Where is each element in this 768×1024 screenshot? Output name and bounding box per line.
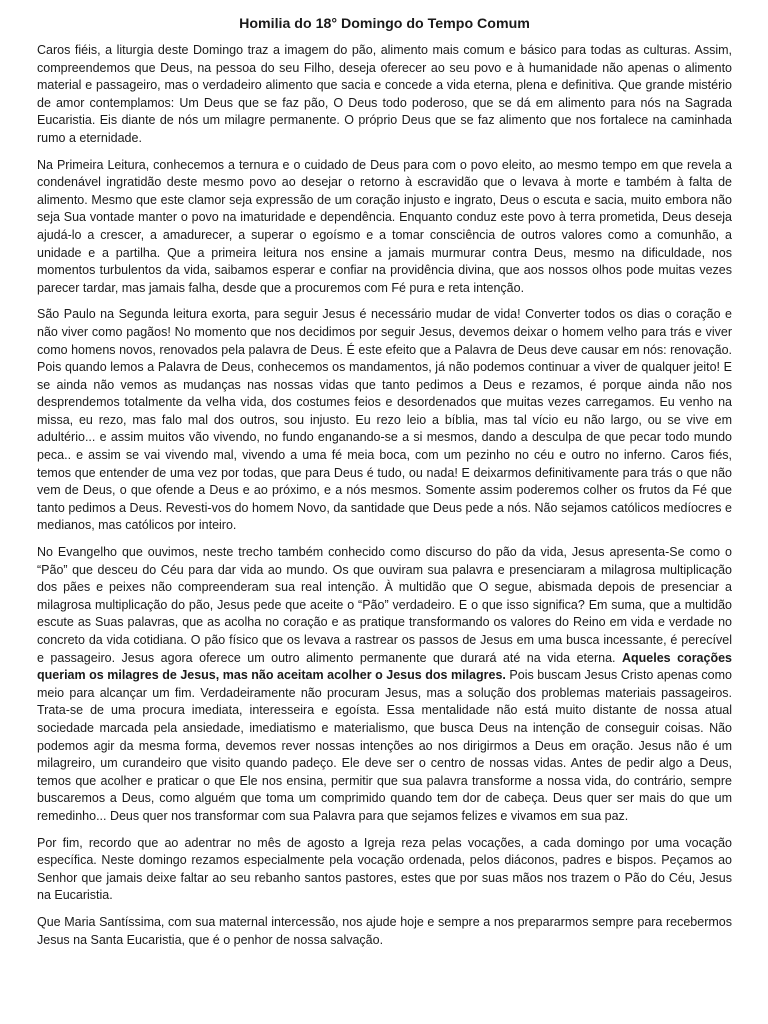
paragraph-intro: Caros fiéis, a liturgia deste Domingo traz a imagem do pão, alimento mais comum e básico para todas as culturas. Assim, compreendemos que Deus, na pessoa do seu Filho, deseja oferecer ao seu povo e à humanidade não apenas o alimento material e passageiro, mas o verdadeiro alimento que sacia e concede a vida eterna, plena e definitiva. Que grande mistério de amor contemplamos: Um Deus que se faz pão, O Deus todo poderoso, que se dá em alimento para nós na Sagrada Eucaristia. Eis diante de nós um milagre permanente. O próprio Deus que se faz alimento que nos fortalece na caminhada rumo a eternidade. bbox=[37, 43, 732, 145]
paragraph-closing-prayer: Que Maria Santíssima, com sua maternal intercessão, nos ajude hoje e sempre a nos prepararmos sempre para recebermos Jesus na Santa Eucaristia, que é o penhor de nossa salvação. bbox=[37, 914, 732, 947]
gospel-text-end: Pois buscam Jesus Cristo apenas como meio para alcançar um fim. Verdadeiramente não procuram Jesus, mas a solução dos problemas materiais passageiros. Trata-se de uma procura imediata, interesseira e egoísta. Essa mentalidade não está muito distante de nossa atual sociedade marcada pela ansiedade, imediatismo e materialismo, que busca Deus na intenção de conseguir coisas. Não podemos agir da mesma forma, devemos rever nossas intenções ao nos dirigirmos a Deus em oração. Jesus não é um milagreiro, um curandeiro que visito quando padeço. Ele deve ser o centro de nossas vidas. Antes de pedir algo a Deus, temos que acolher e praticar o que Ele nos ensina, permitir que sua palavra transforme a nossa vida, do contrário, sempre buscaremos a Deus, como alguém que toma um comprimido quando tem dor de cabeça. Deus quer ser mais do que um remedinho... Deus quer nos transformar com sua Palavra para que sejamos felizes e vivamos em sua paz. bbox=[37, 668, 732, 823]
document-title: Homilia do 18° Domingo do Tempo Comum bbox=[239, 16, 530, 32]
paragraph-first-reading: Na Primeira Leitura, conhecemos a ternura e o cuidado de Deus para com o povo eleito, ao mesmo tempo em que revela a condenável ingratidão deste mesmo povo ao desejar o retorno à escravidão que o levava à morte e também à falta de alimento. Mesmo que este clamor seja expressão de um coração injusto e ingrato, Deus o escuta e sacia, muito embora não seja Sua vontade manter o povo na imaturidade e dependência. Enquanto conduz este povo à terra prometida, Deus deseja ajudá-lo a crescer, a amadurecer, a superar o egoísmo e a tomar consciência de outros valores como a comunhão, a unidade e a partilha. Que a primeira leitura nos ensine a jamais murmurar contra Deus, mesmo na dificuldade, nos momentos turbulentos da vida, saibamos esperar e confiar na providência divina, que aos nossos olhos pode muitas vezes parecer tardar, mas jamais falha, desde que a procuremos com Fé pura e reta intenção. bbox=[37, 157, 732, 295]
paragraph-second-reading: São Paulo na Segunda leitura exorta, para seguir Jesus é necessário mudar de vida! Converter todos os dias o coração e não viver como pagãos! No momento que nos decidimos por seguir Jesus, devemos deixar o homem velho para trás e viver como homens novos, renovados pela palavra de Deus. É este efeito que a Palavra de Deus deve causar em nós: renovação. Pois quando lemos a Palavra de Deus, conhecemos os mandamentos, já não podemos continuar a viver de qualquer jeito! E se ainda não vemos as mudanças nas nossas vidas que tanto pedimos a Deus e rezamos, é porque ainda não nos desprendemos totalmente da velha vida, dos costumes feios e desordenados que muitas vezes carregamos. Eu venho na missa, eu rezo, mas falo mal dos outros, sou injusto. Eu rezo leio a bíblia, mas tal vício eu não largo, ou se vive em adultério... e assim muitos vão vivendo, no fundo enganando-se a si mesmos, dando a desculpa de que pecar todo mundo peca.. e assim se vai vivendo mal, vivendo a uma fé meia boca, com um pezinho no céu e outro no inferno. Caros fiés, temos que entender de uma vez por todas, que para Deus é tudo, ou nada! E deixarmos definitivamente para trás o que não vem de Deus, o que ofende a Deus e ao próximo, e a nós mesmos. Somente assim poderemos colher os frutos da Fé que tanto pedimos a Deus. Revesti-vos do homem Novo, da santidade que Deus pede a nós. Não sejamos católicos medíocres e medianos, mas católicos por inteiro. bbox=[37, 307, 732, 533]
paragraph-vocations: Por fim, recordo que ao adentrar no mês de agosto a Igreja reza pelas vocações, a cada domingo por uma vocação específica. Neste domingo rezamos especialmente pela vocação ordenada, pelos diáconos, padres e bispos. Peçamos ao Senhor que jamais deixe faltar ao seu rebanho santos pastores, estes que por suas mãos nos trazem o Pão do Céu, Jesus na Eucaristia. bbox=[37, 835, 732, 903]
gospel-bold-sentence: Aqueles corações queriam os milagres de Jesus, mas não aceitam acolher o Jesus dos milagres. bbox=[37, 650, 732, 683]
gospel-text-start: No Evangelho que ouvimos, neste trecho também conhecido como discurso do pão da vida, Jesus apresenta-Se como o “Pão” que desceu do Céu para dar vida ao mundo. Os que ouviram sua palavra e presenciaram a milagrosa multiplicação dos pães e peixes não compreenderam sua real intenção. À multidão que O segue, abismada depois de presenciar a milagrosa multiplicação do pão, Jesus pede que aceite o “Pão” verdadeiro. E o que isso significa? Em suma, que a multidão escute as Suas palavras, que as acolha no coração e as pratique transformando os valores do Reino em vida e verdade no concreto da vida cotidiana. O pão físico que os levava a rastrear os passos de Jesus em uma busca incessante, é perecível e passageiro. Jesus agora oferece um outro alimento permanente que durará até na vida eterna. bbox=[37, 545, 732, 665]
paragraph-gospel bbox=[37, 544, 732, 826]
